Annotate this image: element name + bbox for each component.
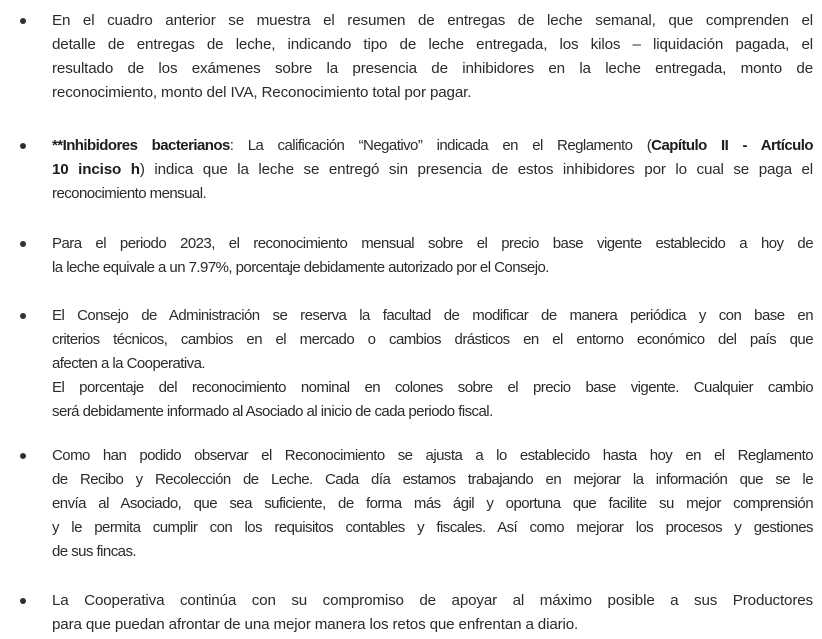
regulation-reference: Capítulo II - Artículo [651,137,813,154]
bold-heading: **Inhibidores bacterianos [52,137,230,154]
inline-text: ) indica que la leche se entregó sin presencia de estos inhibidores por lo cual se paga el [139,161,813,178]
paragraph-line: la leche equivale a un 7.97%, porcentaje debidamente autorizado por el Consejo. [52,259,549,276]
paragraph-line: detalle de entregas de leche, indicando tipo de leche entregada, los kilos – liquidación pagada, el [52,36,813,53]
paragraph-line: para que puedan afrontar de una mejor manera los retos que enfrentan a diario. [52,616,579,633]
bullet-point-icon [20,18,26,24]
regulation-reference: 10 inciso h [52,161,140,178]
bullet-point-icon [20,241,26,247]
paragraph-line: Para el periodo 2023, el reconocimiento mensual sobre el precio base vigente establecido a hoy de [52,235,813,252]
paragraph-line: será debidamente informado al Asociado al inicio de cada periodo fiscal. [52,403,493,420]
paragraph-line: criterios técnicos, cambios en el mercado o cambios drásticos en el entorno económico del país que [52,331,813,348]
paragraph-line: de sus fincas. [52,543,137,560]
paragraph-line: La Cooperativa continúa con su compromiso de apoyar al máximo posible a sus Productores [52,592,813,609]
paragraph-line [52,159,813,181]
paragraph-line: El Consejo de Administración se reserva la facultad de modificar de manera periódica y con base en [52,307,813,324]
paragraph-line: reconocimiento, monto del IVA, Reconocimiento total por pagar. [52,84,472,101]
paragraph-line: afecten a la Cooperativa. [52,355,206,372]
paragraph-line [52,135,813,157]
paragraph-line: Como han podido observar el Reconocimiento se ajusta a lo establecido hasta hoy en el Reglamento [52,447,813,464]
bullet-point-icon [20,453,26,459]
paragraph-line: y le permita cumplir con los requisitos contables y fiscales. Así como mejorar los procesos y gestiones [52,519,813,536]
inline-text: : La calificación “Negativo” indicada en el Reglamento ( [229,137,652,154]
paragraph-line: de Recibo y Recolección de Leche. Cada día estamos trabajando en mejorar la información que se le [52,471,813,488]
paragraph-line: envía al Asociado, que sea suficiente, de forma más ágil y oportuna que facilite su mejor comprensión [52,495,813,512]
bullet-point-icon [20,313,26,319]
paragraph-line: reconocimiento mensual. [52,185,207,202]
bullet-point-icon [20,598,26,604]
paragraph-line: En el cuadro anterior se muestra el resumen de entregas de leche semanal, que comprenden el [52,12,813,29]
bullet-point-icon [20,143,26,149]
paragraph-line: resultado de los exámenes sobre la presencia de inhibidores en la leche entregada, monto de [52,60,813,77]
paragraph-line: El porcentaje del reconocimiento nominal en colones sobre el precio base vigente. Cualquier cambio [52,379,813,396]
